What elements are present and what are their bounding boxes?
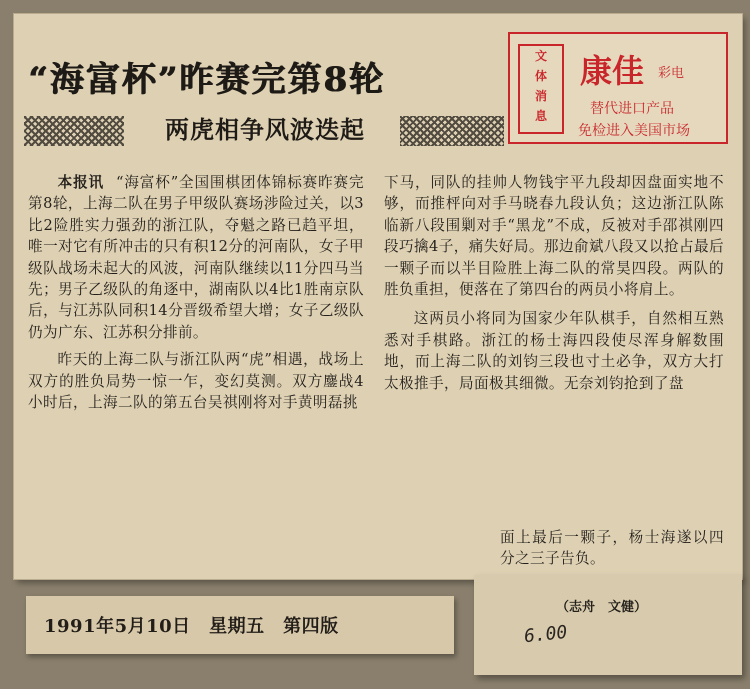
clipping-tail bbox=[474, 575, 742, 675]
seal-char: 消 bbox=[534, 89, 547, 103]
article-paragraph-2 bbox=[28, 349, 364, 413]
dateline: 1991年5月10日 星期五 第四版 bbox=[44, 616, 339, 637]
ad-seal bbox=[518, 44, 564, 134]
article-paragraph-1 bbox=[28, 172, 364, 343]
ad-brand: 康佳 bbox=[580, 52, 645, 90]
seal-char: 息 bbox=[534, 109, 547, 123]
hatch-ornament-left bbox=[24, 116, 124, 146]
byline: （志舟 文健） bbox=[556, 600, 648, 615]
handwritten-note: 6.00 bbox=[523, 621, 569, 648]
article-column-left bbox=[28, 172, 364, 413]
paragraph-2-text: 昨天的上海二队与浙江队两“虎”相遇，战场上双方的胜负局势一惊一乍，变幻莫测。双方鏖战4小时后，上海二队的第五台吴祺刚将对手黄明磊挑 bbox=[28, 351, 364, 412]
ad-brand-suffix: 彩电 bbox=[658, 66, 685, 81]
headline: “海富杯”昨赛完第8轮 bbox=[28, 60, 385, 100]
article-paragraph-3 bbox=[384, 308, 724, 394]
seal-char: 文 bbox=[534, 49, 547, 63]
hatch-ornament-right bbox=[400, 116, 504, 146]
ad-line-1: 替代进口产品 bbox=[590, 101, 674, 117]
advertisement-box bbox=[508, 32, 728, 144]
paragraph-3-continued: 面上最后一颗子，杨士海遂以四分之三子告负。 bbox=[500, 529, 724, 568]
seal-char: 体 bbox=[534, 69, 547, 83]
article-column-right bbox=[384, 172, 724, 394]
paragraph-2-continued: 下马，同队的挂帅人物钱宇平九段却因盘面实地不够，而推枰向对手马晓春九段认负；这边浙江队陈临新八段围剿对手“黑龙”不成，反被对手邵祺刚四段巧擒4子，痛失好局。那边俞斌八段又以抢占最后一颗子而以半目险胜上海二队的常昊四段。两队的胜负重担，便落在了第四台的两员小将肩上。 bbox=[384, 174, 724, 299]
article-lead: 本报讯 bbox=[57, 174, 105, 191]
paragraph-1-text: “海富杯”全国围棋团体锦标赛昨赛完第8轮，上海二队在男子甲级队赛场涉险过关，以3比2险胜实力强劲的浙江队，夺魁之路已趋平坦，唯一对它有所冲击的只有积12分的河南队，女子甲级队战场未起大的风波，河南队继续以11分四马当先；男子乙级队的角逐中，湖南队以4比1胜南京队后，与江苏队同积14分晋级希望大增；女子乙级队仍为广东、江苏积分排前。 bbox=[28, 174, 364, 341]
subheadline: 两虎相争风波迭起 bbox=[165, 115, 365, 144]
ad-line-2: 免检进入美国市场 bbox=[578, 123, 690, 139]
paragraph-3-text: 这两员小将同为国家少年队棋手，自然相互熟悉对手棋路。浙江的杨士海四段使尽浑身解数围地，而上海二队的刘钧三段也寸土必争，双方大打太极推手，局面极其细微。无奈刘钧抢到了盘 bbox=[384, 310, 724, 392]
